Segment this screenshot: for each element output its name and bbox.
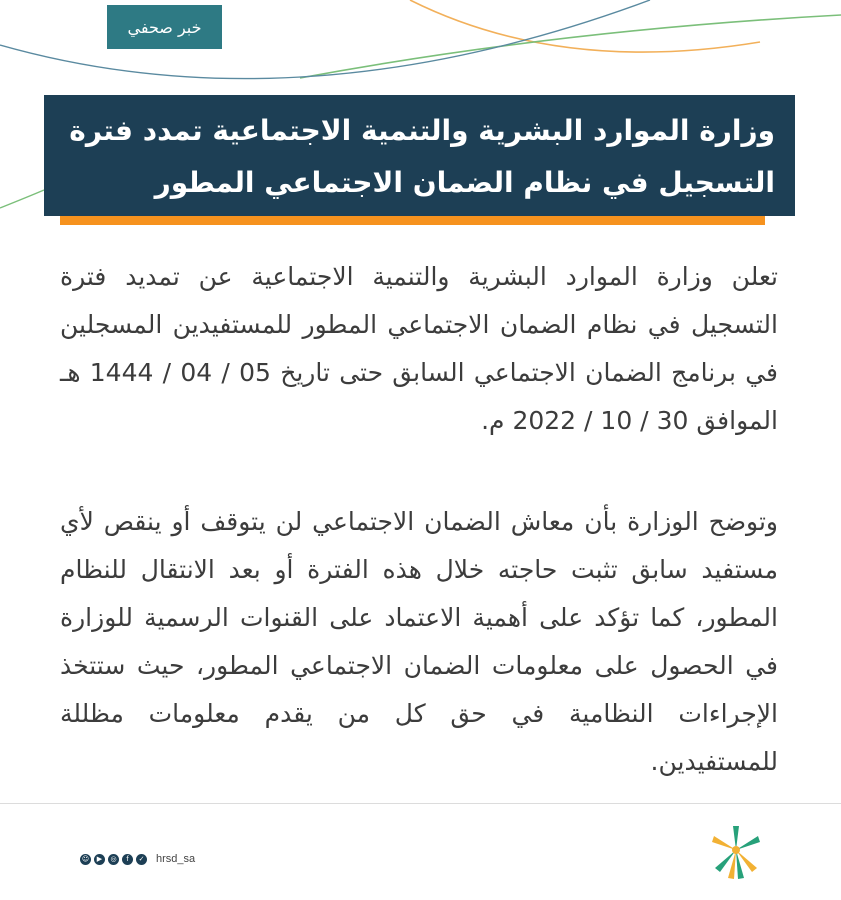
facebook-icon[interactable]: f: [122, 854, 133, 865]
body-paragraph-1: تعلن وزارة الموارد البشرية والتنمية الاجتماعية عن تمديد فترة التسجيل في نظام الضمان الاجتماعي المطور للمستفيدين المسجلين في برنامج الضمان الاجتماعي السابق حتى تاريخ 05 / 04 / 1444 هـ الموافق 30 / 10 / 2022 م.: [60, 262, 778, 435]
twitter-icon[interactable]: ✓: [136, 854, 147, 865]
ministry-logo-icon: [700, 822, 772, 882]
headline-accent-bar: [60, 216, 765, 225]
footer-divider: [0, 803, 841, 804]
headline-line-1: وزارة الموارد البشرية والتنمية الاجتماعية تمدد فترة: [69, 114, 775, 147]
social-links: [80, 853, 195, 865]
snapchat-icon[interactable]: ☺: [81, 854, 90, 863]
press-release-tag: خبر صحفي: [107, 5, 222, 49]
social-handle[interactable]: hrsd_sa: [156, 853, 196, 865]
instagram-icon[interactable]: ◎: [108, 854, 119, 865]
body-paragraph-2: وتوضح الوزارة بأن معاش الضمان الاجتماعي لن يتوقف أو ينقص لأي مستفيد سابق تثبت حاجته خلال هذه الفترة أو بعد الانتقال للنظام المطور، كما تؤكد على أهمية الاعتماد على القنوات الرسمية للوزارة في الحصول على معلومات الضمان الاجتماعي المطور، حيث ستتخذ الإجراءات النظامية في حق كل من يقدم معلومات مظللة للمستفيدين.: [60, 507, 778, 776]
headline-line-2: التسجيل في نظام الضمان الاجتماعي المطور: [154, 166, 775, 199]
headline-box: [44, 95, 795, 216]
youtube-icon[interactable]: ▶: [94, 854, 105, 865]
